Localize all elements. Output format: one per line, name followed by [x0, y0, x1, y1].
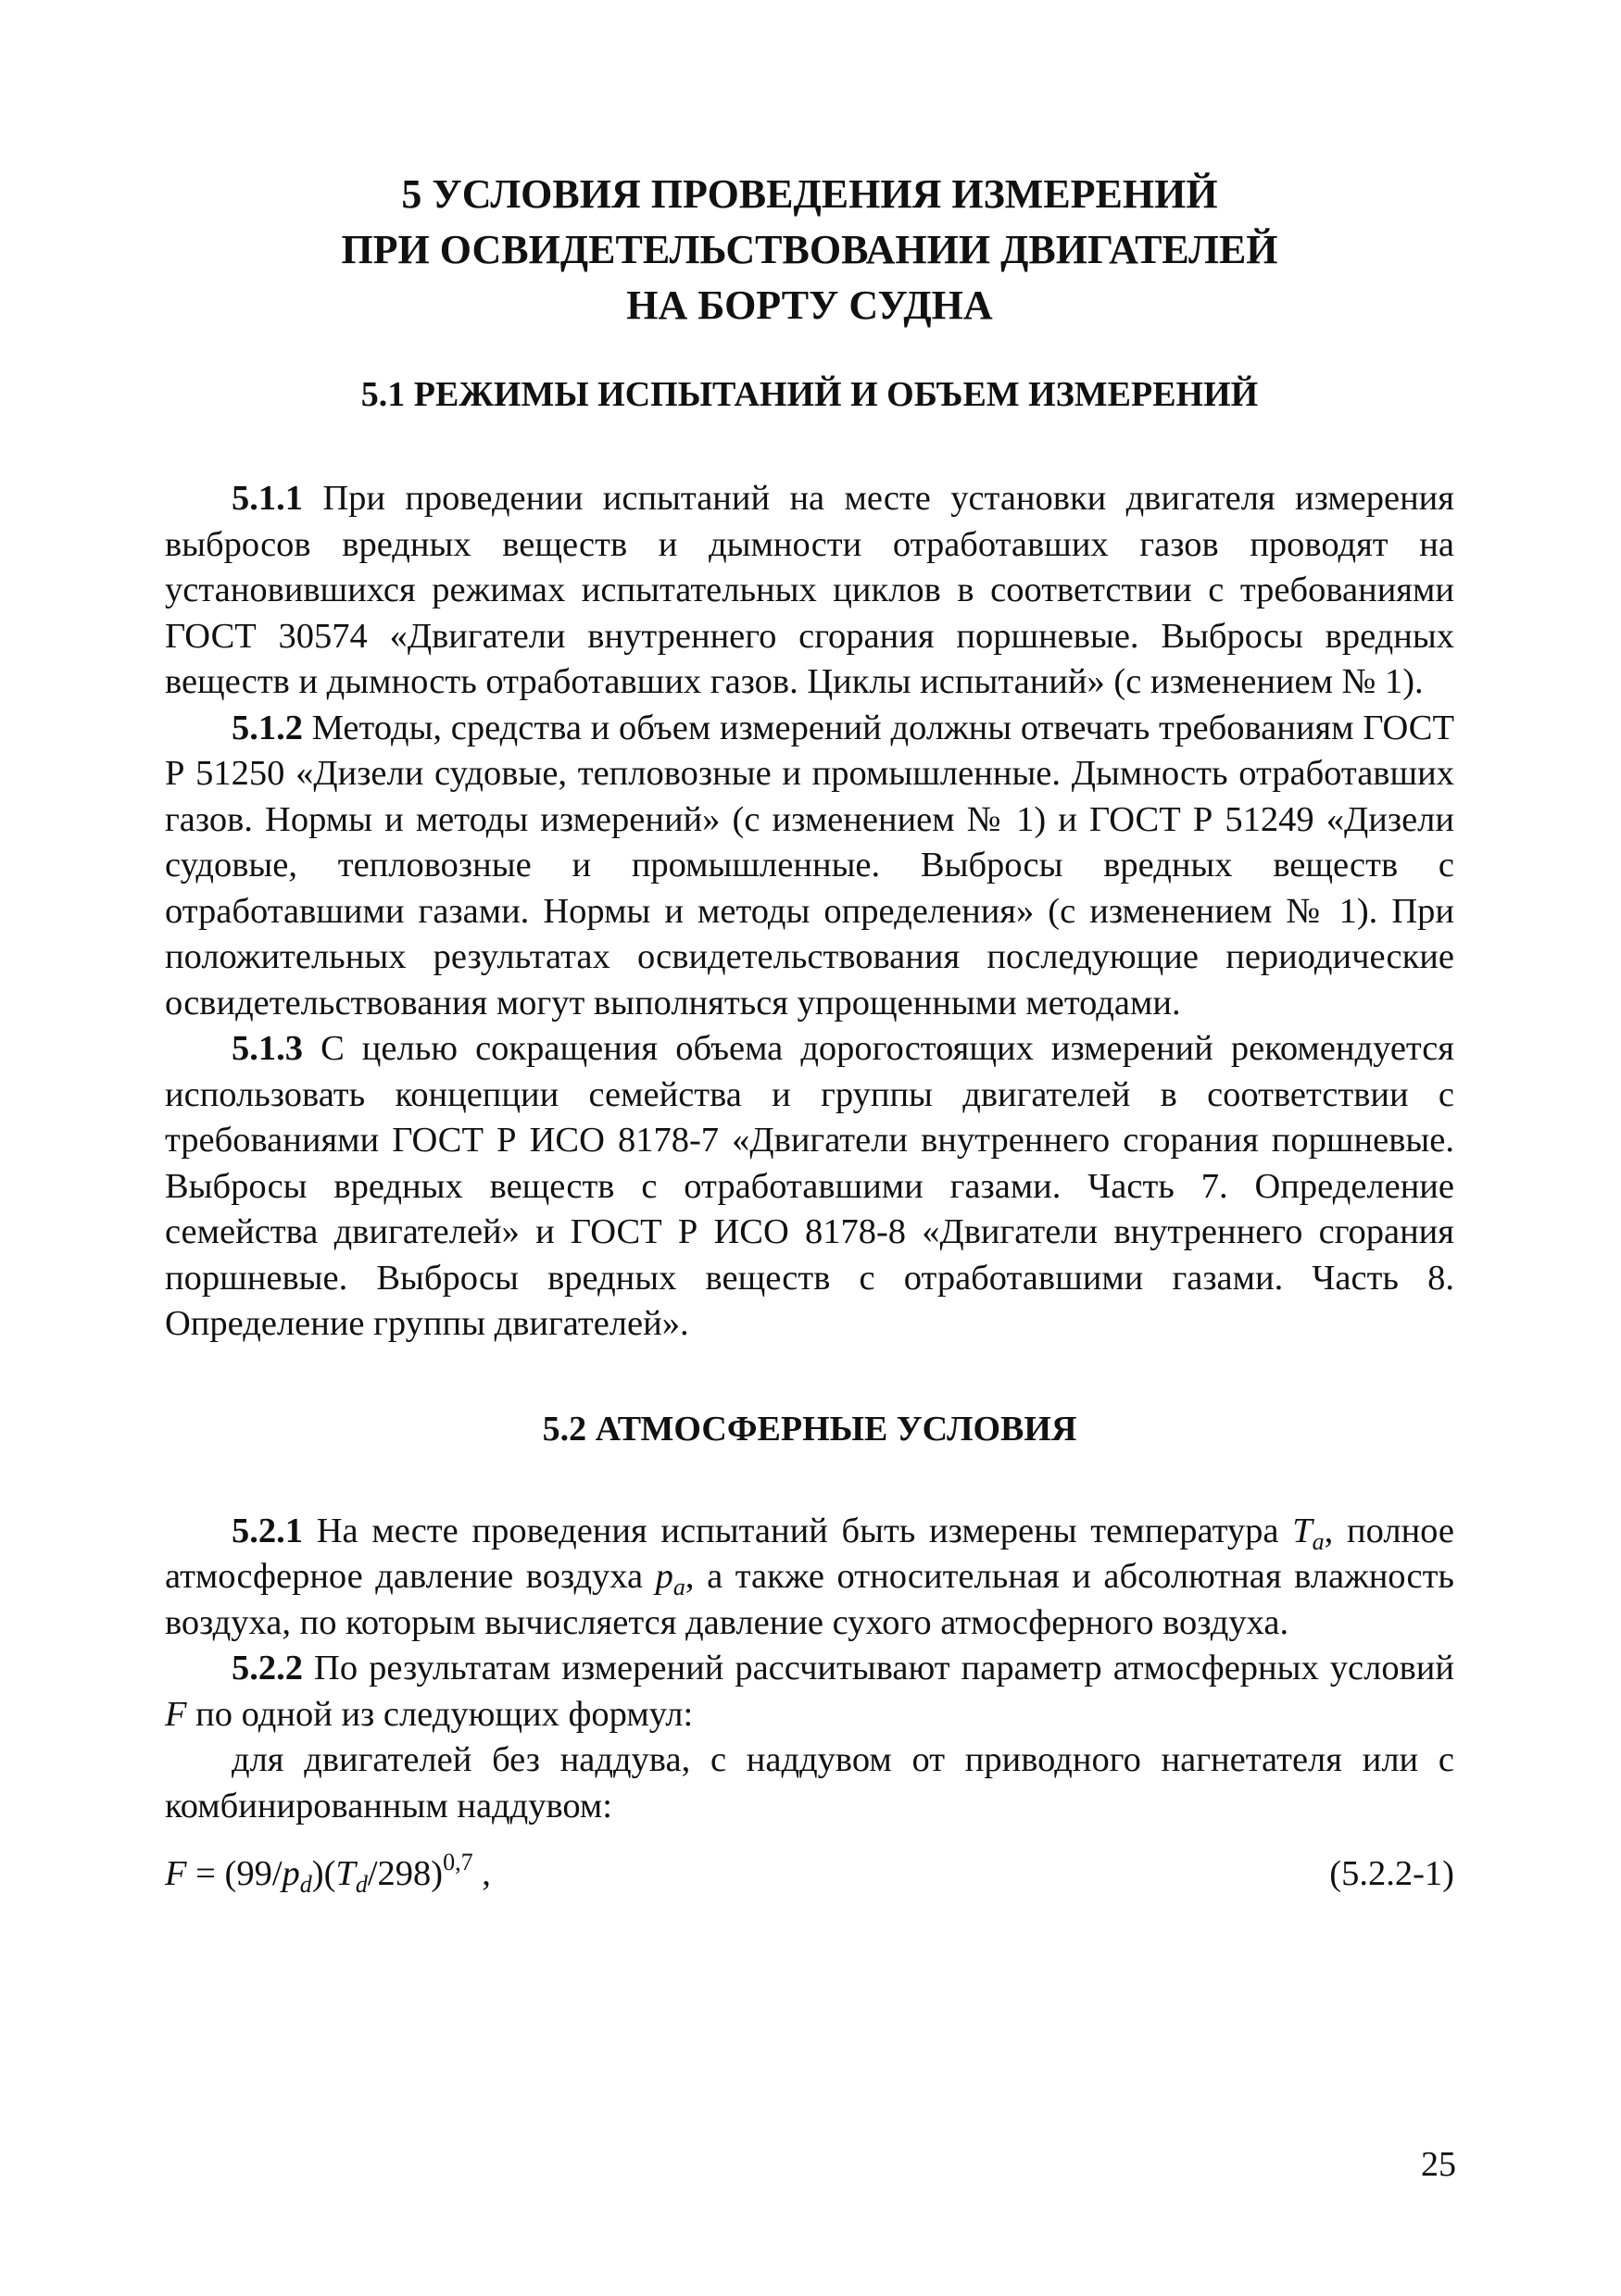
paragraph-number: 5.1.3 — [232, 1029, 303, 1068]
paragraph-text: по одной из следующих формул: — [186, 1694, 694, 1734]
document-page — [165, 167, 1454, 1896]
paragraph-text: Методы, средства и объем измерений должны отвечать требованиям ГОСТ Р 51250 «Дизели судовые, тепловозные и промышленные. Дымность отработавших газов. Нормы и методы измерений» (с изменением № 1) и ГОСТ Р 51249 «Дизели судовые, тепловозные и промышленные. Выбросы вредных веществ с отработавшими газами. Нормы и методы определения» (с изменением № 1). При положительных результатах освидетельствования последующие периодические освидетельствования могут выполняться упрощенными методами. — [165, 708, 1454, 1023]
section-5-2-heading: 5.2 АТМОСФЕРНЫЕ УСЛОВИЯ — [542, 1409, 1077, 1449]
formula-number: (5.2.2-1) — [1329, 1854, 1454, 1893]
paragraph-5-1-3 — [165, 1026, 1454, 1348]
symbol-F: F — [165, 1694, 187, 1734]
paragraph-text: При проведении испытаний на месте установки двигателя измерения выбросов вредных веществ и дымности отработавших газов проводят на установившихся режимах испытательных циклов в соответствии с требованиями ГОСТ 30574 «Двигатели внутреннего сгорания поршневые. Выбросы вредных веществ и дымность отработавших газов. Циклы испытаний» (с изменением № 1). — [165, 479, 1454, 701]
page-number: 25 — [1421, 2145, 1456, 2184]
formula-symbol: T — [335, 1854, 356, 1893]
paragraph-text: С целью сокращения объема дорогостоящих измерений рекомендуется использовать концепции семейства и группы двигателей в соответствии с требованиями ГОСТ Р ИСО 8178-7 «Двигатели внутреннего сгорания поршневые. Выбросы вредных веществ с отработавшими газами. Часть 7. Определение семейства двигателей» и ГОСТ Р ИСО 8178-8 «Двигатели внутреннего сгорания поршневые. Выбросы вредных веществ с отработавшими газами. Часть 8. Определение группы двигателей». — [165, 1029, 1454, 1343]
symbol-subscript: a — [1312, 1527, 1325, 1555]
paragraph-engine-types: для двигателей без наддува, с наддувом от приводного нагнетателя или с комбинированным наддувом: — [165, 1740, 1454, 1826]
formula-symbol: F — [165, 1854, 187, 1893]
formula-subscript: d — [355, 1871, 368, 1898]
formula-part: )( — [311, 1854, 336, 1893]
paragraph-text: На месте проведения испытаний быть измерены температура — [303, 1511, 1293, 1550]
paragraph-text: , полное атмосферное давление воздуха — [165, 1511, 1454, 1596]
formula-symbol: p — [282, 1854, 300, 1893]
paragraph-text: По результатам измерений рассчитывают параметр атмосферных условий — [303, 1649, 1454, 1687]
symbol-T: T — [1292, 1511, 1313, 1550]
paragraph-number: 5.1.1 — [232, 479, 303, 518]
chapter-title-line-1: 5 УСЛОВИЯ ПРОВЕДЕНИЯ ИЗМЕРЕНИЙ — [401, 171, 1218, 217]
formula-part: = (99/ — [186, 1854, 283, 1893]
paragraph-5-2-1 — [165, 1509, 1454, 1647]
paragraph-text: , а также относительная и абсолютная влажность воздуха, по которым вычисляется давление сухого атмосферного воздуха. — [165, 1557, 1454, 1642]
section-5-1-heading: 5.1 РЕЖИМЫ ИСПЫТАНИЙ И ОБЪЕМ ИЗМЕРЕНИЙ — [360, 375, 1259, 414]
chapter-title-line-2: ПРИ ОСВИДЕТЕЛЬСТВОВАНИИ ДВИГАТЕЛЕЙ — [341, 227, 1278, 272]
paragraph-number: 5.1.2 — [232, 708, 303, 747]
paragraph-5-2-2 — [165, 1646, 1454, 1738]
paragraph-5-1-2 — [165, 706, 1454, 1027]
formula-part: , — [472, 1854, 491, 1893]
paragraph-number: 5.2.1 — [232, 1511, 303, 1550]
formula-subscript: d — [299, 1871, 312, 1898]
paragraph-number: 5.2.2 — [232, 1649, 303, 1687]
formula-expression — [165, 1851, 491, 1896]
formula-part: /298) — [367, 1854, 444, 1893]
symbol-p: p — [655, 1557, 673, 1596]
formula-5-2-2-1 — [165, 1851, 1454, 1896]
formula-exponent: 0,7 — [443, 1849, 473, 1876]
chapter-title — [165, 167, 1454, 333]
chapter-title-line-3: НА БОРТУ СУДНА — [626, 282, 993, 328]
paragraph-5-1-1 — [165, 476, 1454, 706]
symbol-subscript: a — [672, 1574, 685, 1600]
